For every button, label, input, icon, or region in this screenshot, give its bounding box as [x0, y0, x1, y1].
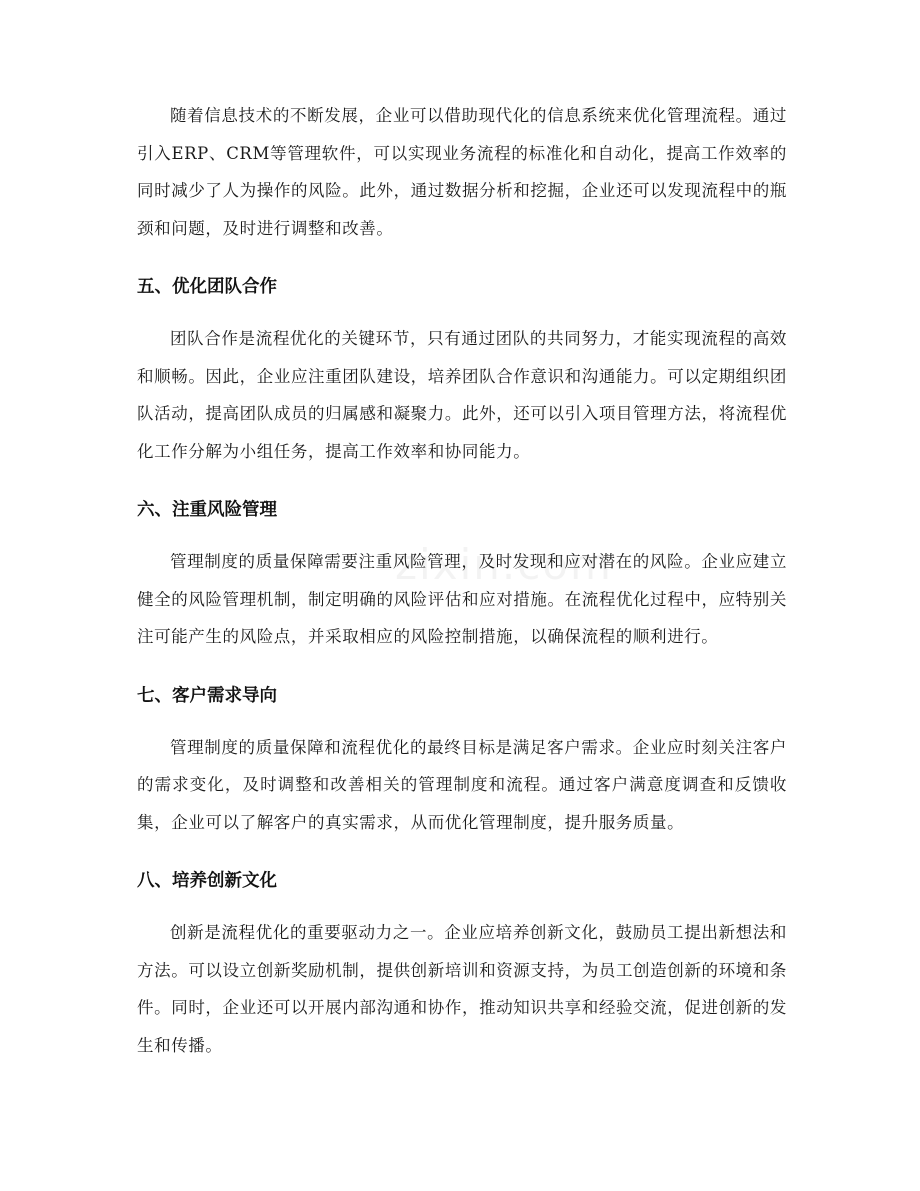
section-paragraph-risk-management: 管理制度的质量保障需要注重风险管理，及时发现和应对潜在的风险。企业应建立健全的风险管理机制，制定明确的风险评估和应对措施。在流程优化过程中，应特别关注可能产生的风险点，并采取相应的风险控制措施，以确保流程的顺利进行。: [137, 552, 787, 646]
section-paragraph-innovation-culture: 创新是流程优化的重要驱动力之一。企业应培养创新文化，鼓励员工提出新想法和方法。可以设立创新奖励机制，提供创新培训和资源支持，为员工创造创新的环境和条件。同时，企业还可以开展内部沟通和协作，推动知识共享和经验交流，促进创新的发生和传播。: [137, 923, 787, 1055]
section-heading-risk-management: 六、注重风险管理: [137, 500, 277, 520]
document-body: [137, 97, 787, 1064]
section-paragraph-team-collaboration: 团队合作是流程优化的关键环节，只有通过团队的共同努力，才能实现流程的高效和顺畅。因此，企业应注重团队建设，培养团队合作意识和沟通能力。可以定期组织团队活动，提高团队成员的归属感和凝聚力。此外，还可以引入项目管理方法，将流程优化工作分解为小组任务，提高工作效率和协同能力。: [137, 329, 787, 461]
section-paragraph-customer-orientation: 管理制度的质量保障和流程优化的最终目标是满足客户需求。企业应时刻关注客户的需求变化，及时调整和改善相关的管理制度和流程。通过客户满意度调查和反馈收集，企业可以了解客户的真实需求，从而优化管理制度，提升服务质量。: [137, 737, 787, 832]
intro-paragraph: 随着信息技术的不断发展，企业可以借助现代化的信息系统来优化管理流程。通过引入ERP、CRM等管理软件，可以实现业务流程的标准化和自动化，提高工作效率的同时减少了人为操作的风险。此外，通过数据分析和挖掘，企业还可以发现流程中的瓶颈和问题，及时进行调整和改善。: [137, 106, 787, 238]
section-heading-team-collaboration: 五、优化团队合作: [137, 277, 277, 297]
section-heading-innovation-culture: 八、培养创新文化: [137, 871, 277, 891]
section-heading-customer-orientation: 七、客户需求导向: [137, 685, 277, 706]
